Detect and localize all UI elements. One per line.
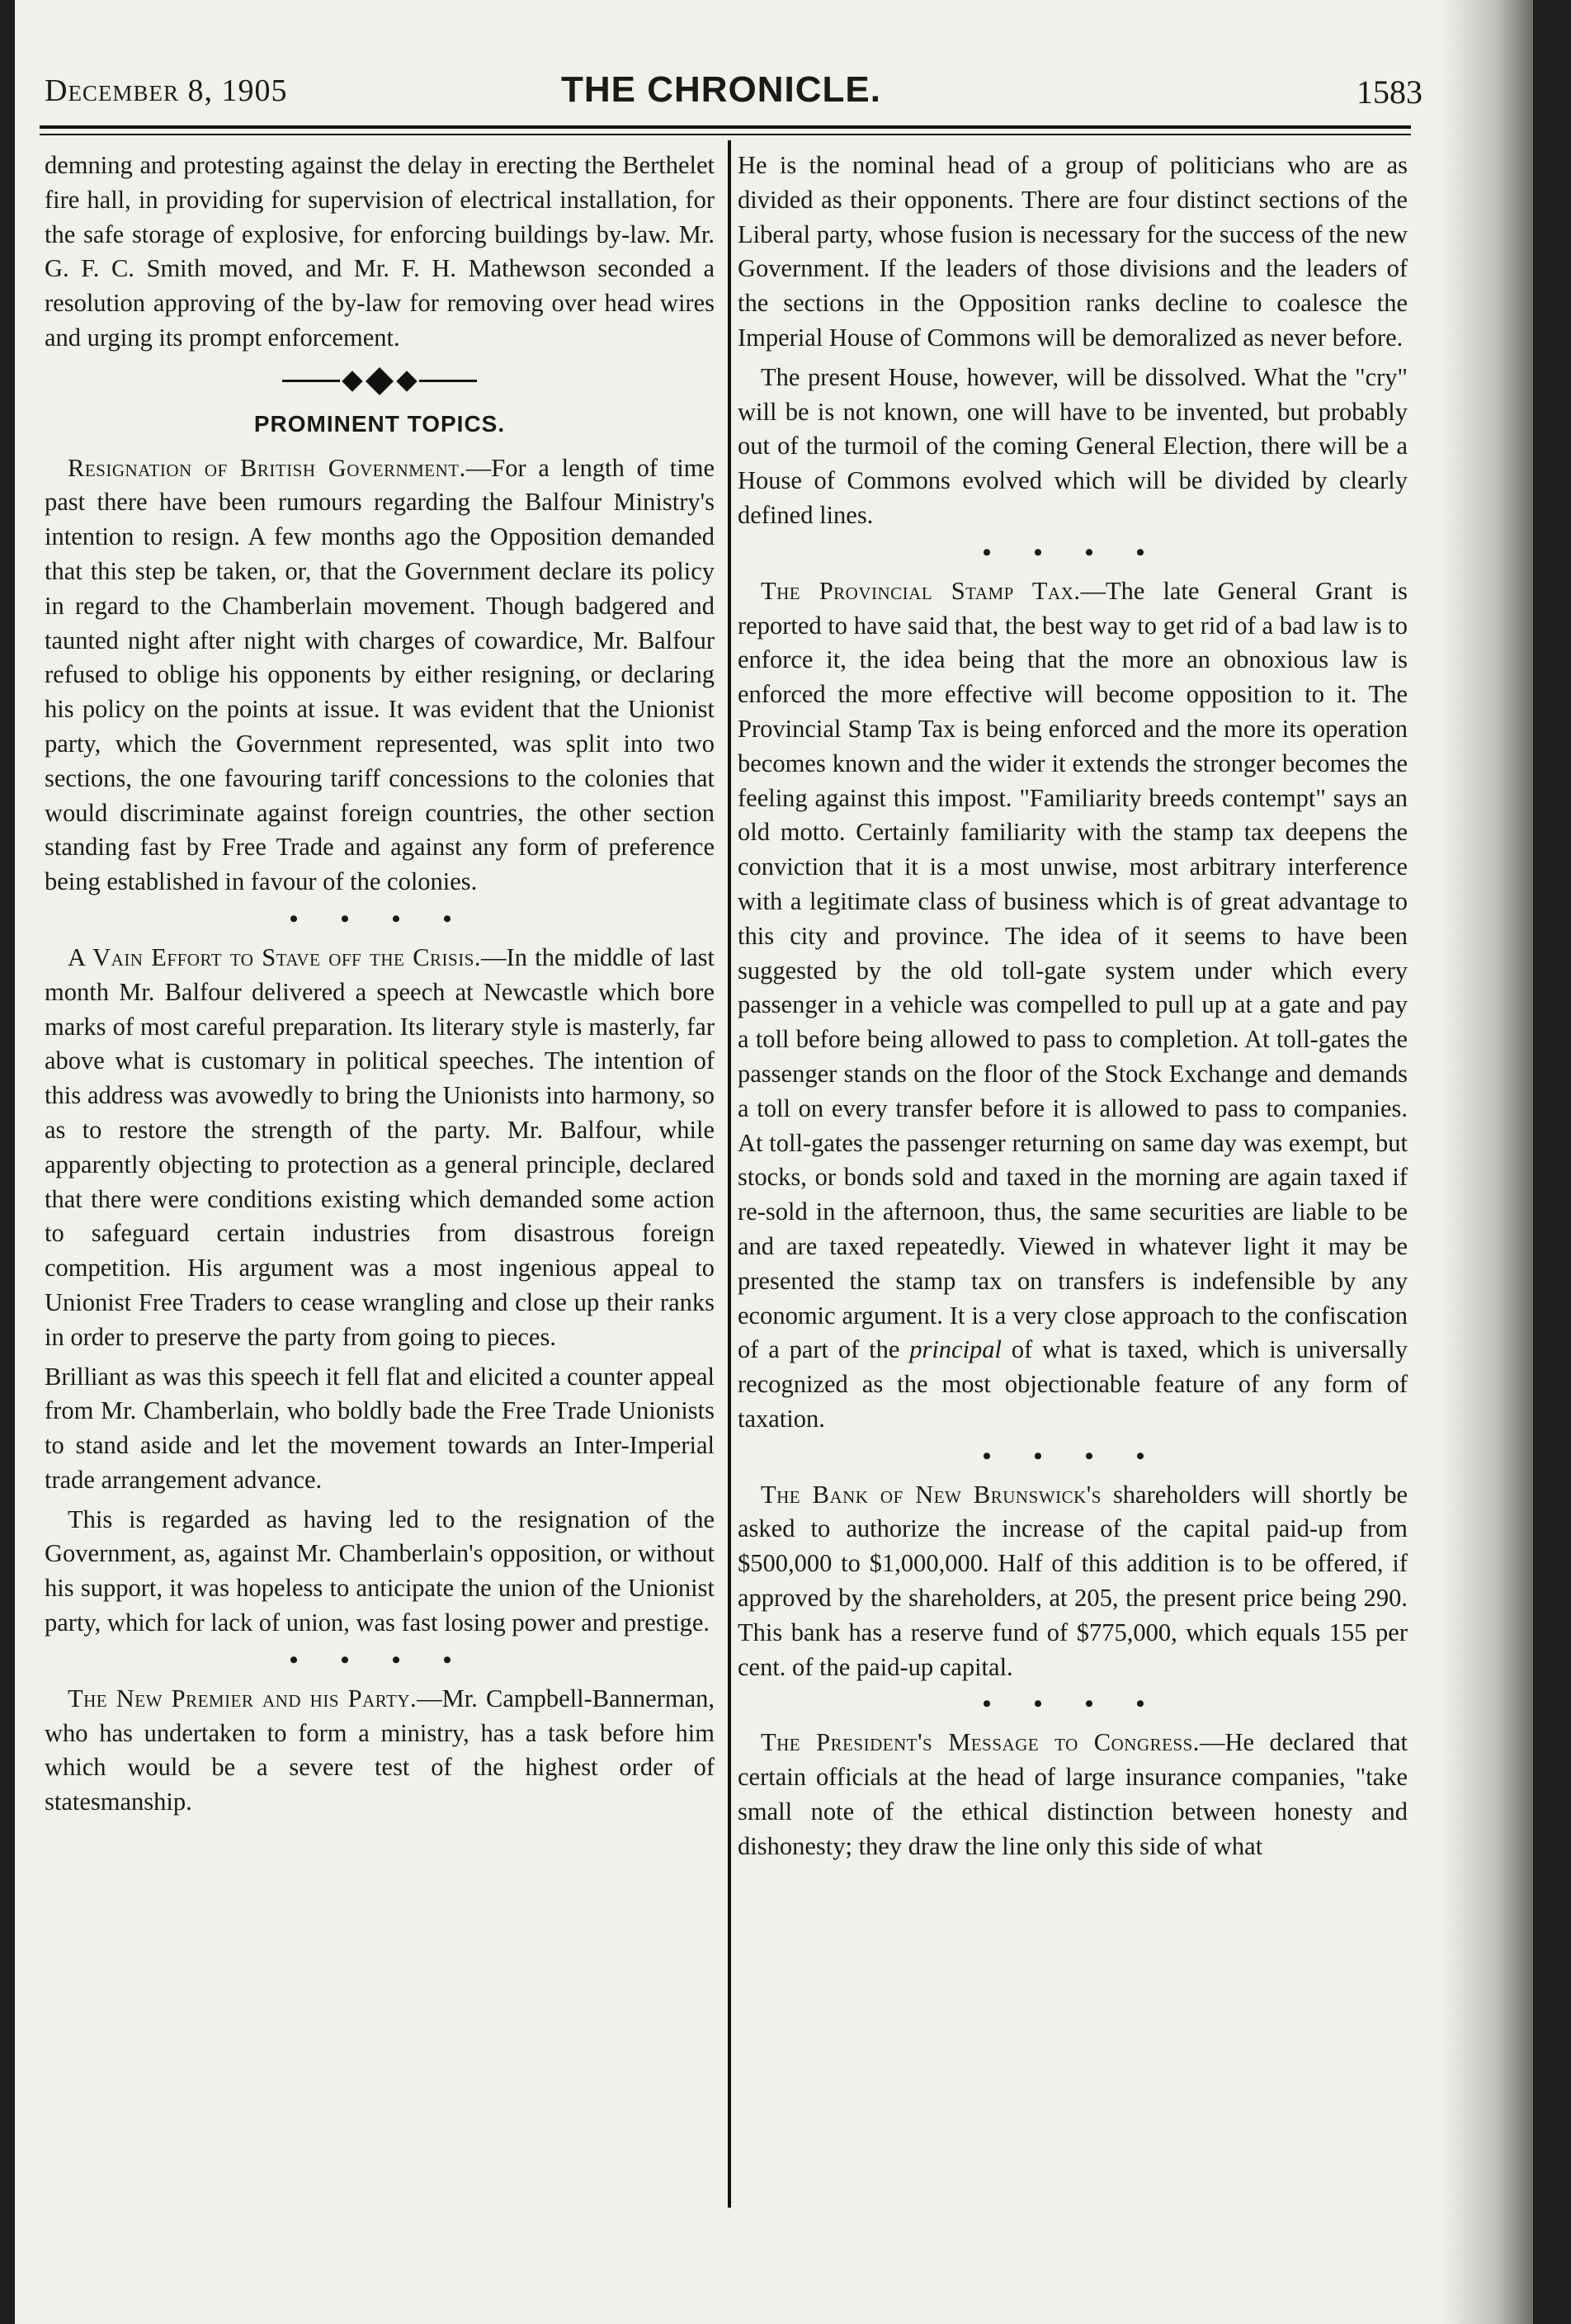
- article-bank: [738, 1478, 1408, 1685]
- separator-dots: • • • •: [982, 538, 1163, 566]
- article-body: —The late General Grant is reported to have said that, the best way to get rid of a bad law is to enforce it, the idea being that the more an obnoxious law is enforced the more effective will become opposition to it. The Provincial Stamp Tax is being enforced and the more its operation becomes known and the wider it extends the stronger becomes the feeling against this impost. "Familiarity breeds contempt" says an old motto. Certainly familiarity with the stamp tax deepens the conviction that it is a most unwise, most arbitrary interference with a legitimate class of business which is of great advantage to this city and province. The idea of it seems to have been suggested by the old toll-gate system under which every passenger in a vehicle was compelled to pull up at a gate and pay a toll before being allowed to pass to completion. At toll-gates the passenger stands on the floor of the Stock Exchange and demands a toll on every transfer before it is allowed to pass to companies. At toll-gates the passenger returning on same day was exempt, but stocks, or bonds sold and taxed in the morning are again taxed if re-sold in the afternoon, thus, the same securities are liable to be and are taxed repeatedly. Viewed in whatever light it may be presented the stamp tax on transfers is indefensible by any economic argument. It is a very close approach to the confiscation of a part of the: [738, 576, 1408, 1364]
- article-resignation: [45, 451, 715, 900]
- article-lead: Resignation of British Government.: [68, 453, 466, 482]
- article-body: —Mr. Campbell-Bannerman, who has undertaken to form a ministry, has a task before him which would be a severe test of the highest order of statesmanship.: [45, 1684, 715, 1816]
- issue-date: December 8, 1905: [45, 73, 288, 108]
- header-rule-thin: [40, 134, 1411, 135]
- page-header: [45, 64, 1422, 114]
- article-body: of what is taxed, which is universally recognized as the most objectionable feature of any form of taxation.: [738, 1335, 1408, 1433]
- article-new-premier: [45, 1682, 715, 1820]
- article-paragraph: This is regarded as having led to the resignation of the Government, as, against Mr. Chamberlain's opposition, or without his support, it was hopeless to anticipate the union of the Unionist party, which for lack of union, was fast losing power and prestige.: [45, 1504, 715, 1637]
- article-paragraph: The present House, however, will be dissolved. What the "cry" will be is not known, one will have to be invented, but probably out of the turmoil of the coming General Election, there will be a House of Commons evolved which will be divided by clearly defined lines.: [738, 362, 1408, 529]
- separator-dots: • • • •: [982, 1442, 1163, 1470]
- section-heading: PROMINENT TOPICS.: [253, 410, 506, 437]
- continued-paragraph: demning and protesting against the delay in erecting the Berthelet fire hall, in providing for supervision of electrical installation, for the safe storage of explosive, for enforcing buildings by-law. Mr. G. F. C. Smith moved, and Mr. F. H. Mathewson seconded a resolution approving of the by-law for removing over head wires and urging its prompt enforcement.: [45, 151, 715, 352]
- separator-dots: • • • •: [289, 1646, 470, 1674]
- article-body: shareholders will shortly be asked to authorize the increase of the capital paid-up from $500,000 to $1,000,000. Half of this addition is to be offered, if approved by the shareholders, at 205, the present price being 290. This bank has a reserve fund of $775,000, which equals 155 per cent. of the paid-up capital.: [738, 1480, 1408, 1681]
- article-lead: The Bank of New Brunswick's: [761, 1480, 1102, 1509]
- binding-shadow: [1442, 0, 1533, 2324]
- column-divider: [728, 140, 731, 2208]
- article-lead: A Vain Effort to Stave off the Crisis.: [68, 942, 482, 971]
- separator-dots: • • • •: [982, 1690, 1163, 1718]
- article-lead: The President's Message to Congress.: [761, 1728, 1200, 1757]
- header-rule: [40, 125, 1411, 129]
- article-president: [738, 1726, 1408, 1863]
- article-lead: The Provincial Stamp Tax.: [761, 576, 1081, 605]
- page-number: 1583: [1356, 73, 1422, 111]
- publication-title: THE CHRONICLE.: [561, 69, 881, 110]
- article-vain-effort: [45, 941, 715, 1355]
- article-body: —He declared that certain officials at the head of large insurance companies, "take small note of the ethical distinction between honesty and dishonesty; they draw the line only this side of what: [738, 1728, 1408, 1860]
- italic-term: principal: [909, 1335, 1003, 1364]
- article-body: —In the middle of last month Mr. Balfour delivered a speech at Newcastle which bore marks of most careful preparation. Its literary style is masterly, far above what is customary in political speeches. The intention of this address was avowedly to bring the Unionists into harmony, so as to restore the strength of the party. Mr. Balfour, while apparently objecting to protection as a general principle, declared that there were conditions existing which demanded some action to safeguard certain industries from disastrous foreign competition. His argument was a most ingenious appeal to Unionist Free Traders to cease wrangling and close up their ranks in order to preserve the party from going to pieces.: [45, 942, 715, 1351]
- right-column: [738, 149, 1408, 1869]
- separator-dots: • • • •: [289, 905, 470, 933]
- article-lead: The New Premier and his Party.: [68, 1684, 418, 1712]
- article-paragraph: Brilliant as was this speech it fell flat and elicited a counter appeal from Mr. Chamberlain, who boldly bade the Free Trade Unionists to stand aside and let the movement towards an Inter-Imperial trade arrangement advance.: [45, 1362, 715, 1494]
- newspaper-page: [15, 0, 1533, 2324]
- article-body: —For a length of time past there have been rumours regarding the Balfour Ministry's intention to resign. A few months ago the Opposition demanded that this step be taken, or, that the Government declare its policy in regard to the Chamberlain movement. Though badgered and taunted night after night with charges of cowardice, Mr. Balfour refused to oblige his opponents by either resigning, or declaring his policy on the points at issue. It was evident that the Unionist party, which the Government represented, was split into two sections, the one favouring tariff concessions to the colonies that would discriminate against foreign countries, the other section standing fast by Free Trade and against any form of preference being established in favour of the colonies.: [45, 453, 715, 896]
- left-column: [45, 149, 715, 1825]
- article-stamp-tax: [738, 574, 1408, 1437]
- ornament-divider: [45, 361, 715, 402]
- continued-paragraph: He is the nominal head of a group of politicians who are as divided as their opponents. There are four distinct sections of the Liberal party, whose fusion is necessary for the success of the new Government. If the leaders of those divisions and the leaders of the sections in the Opposition ranks decline to coalesce the Imperial House of Commons will be demoralized as never before.: [738, 151, 1408, 352]
